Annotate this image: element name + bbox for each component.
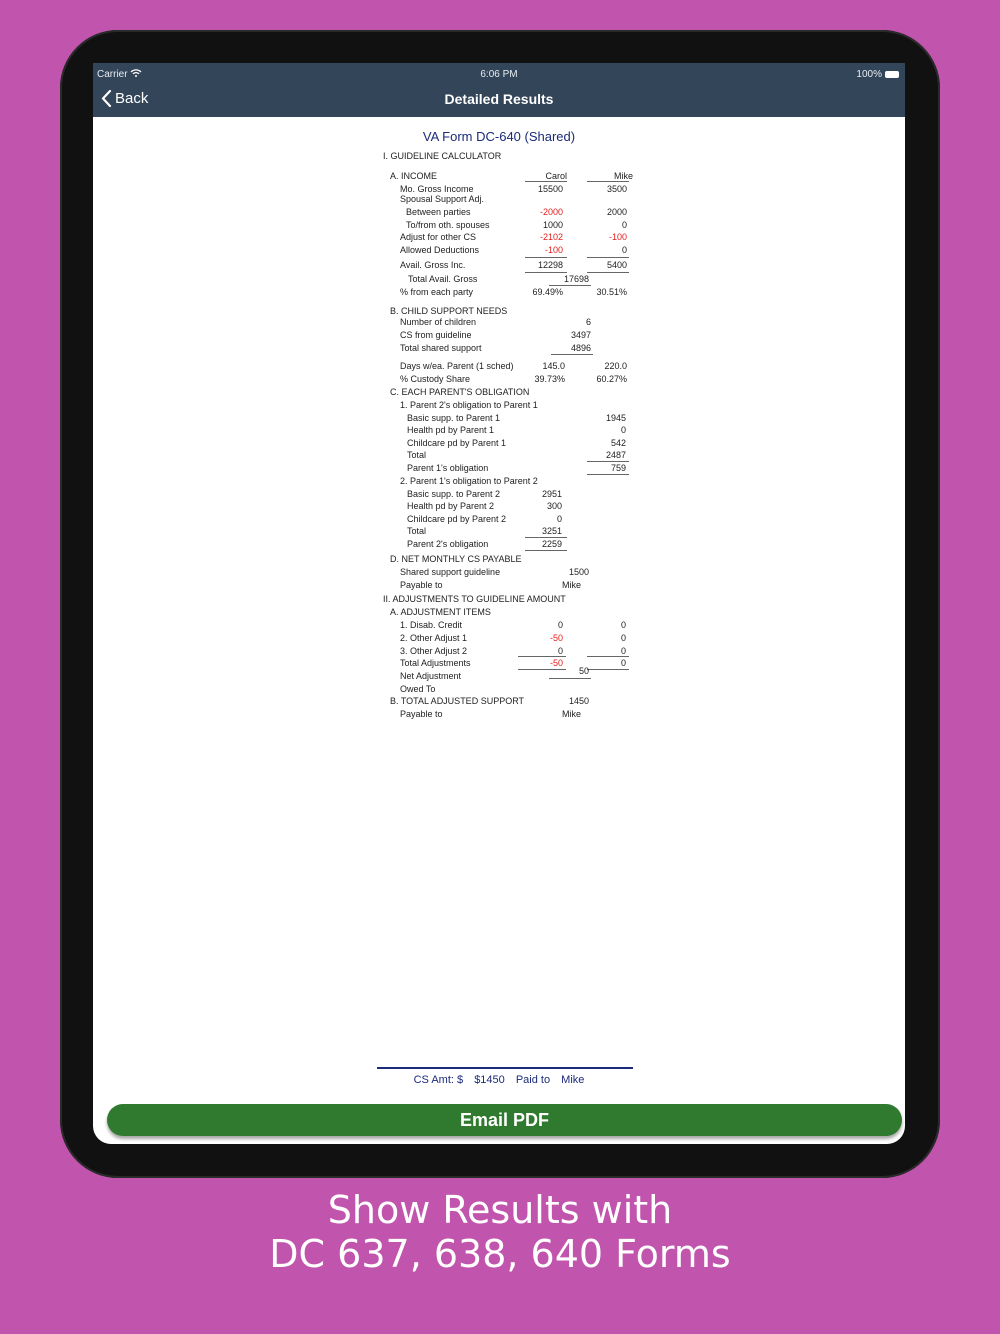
adjust-other-cs-carol: -2102 [539,232,563,242]
total-adjusted-heading: B. TOTAL ADJUSTED SUPPORT [390,696,525,706]
p2-basic-value: 1945 [605,413,626,423]
col-header-carol: Carol [545,171,567,181]
section-adjustments: II. ADJUSTMENTS TO GUIDELINE AMOUNT [383,594,566,604]
other-adjust2-label: 3. Other Adjust 2 [400,646,468,656]
other-adjust1-label: 2. Other Adjust 1 [400,633,468,643]
p1-childcare-value: 0 [556,514,562,524]
underline [525,257,567,258]
p2-childcare-value: 542 [610,438,626,448]
cs-summary [93,1074,905,1086]
underline [587,181,629,182]
other-adjust2-mike: 0 [620,646,626,656]
page-title: Detailed Results [444,91,554,107]
custody-share-label: % Custody Share [400,374,471,384]
p1-basic-label: Basic supp. to Parent 2 [407,489,501,499]
battery-status [856,69,899,80]
parent1-obligation-label: Parent 1's obligation [407,463,489,473]
marketing-caption [0,1188,1000,1276]
underline [587,656,629,657]
custody-carol: 39.73% [534,374,565,384]
tofrom-spouses-carol: 1000 [542,220,563,230]
p2-childcare-label: Childcare pd by Parent 1 [407,438,507,448]
pct-carol: 69.49% [532,287,563,297]
between-parties-label: Between parties [406,207,471,217]
days-carol: 145.0 [542,361,565,371]
p1-total-value: 3251 [541,526,562,536]
p1-health-value: 300 [546,501,562,511]
underline [525,537,567,538]
footer-divider [377,1067,633,1069]
spousal-support-label: Spousal Support Adj. [400,194,485,204]
cs-guideline-value: 3497 [570,330,591,340]
net-adjustment-value: 50 [578,666,589,676]
p2-health-value: 0 [620,425,626,435]
disab-credit-mike: 0 [620,620,626,630]
allowed-deductions-label: Allowed Deductions [400,245,480,255]
p1-total-label: Total [407,526,427,536]
back-label: Back [115,90,149,107]
other-adjust2-carol: 0 [557,646,563,656]
gross-income-carol: 15500 [537,184,563,194]
custody-mike: 60.27% [596,374,627,384]
underline [549,285,591,286]
underline [587,272,629,273]
allowed-deductions-carol: -100 [544,245,563,255]
cs-guideline-label: CS from guideline [400,330,472,340]
adjustment-items-heading: A. ADJUSTMENT ITEMS [390,607,491,617]
other-adjust1-mike: 0 [620,633,626,643]
underline [525,181,567,182]
between-parties-carol: -2000 [539,207,563,217]
pct-each-party-label: % from each party [400,287,474,297]
parent2-obligation-label: Parent 2's obligation [407,539,489,549]
gross-income-label: Mo. Gross Income [400,184,474,194]
cs-amount-value: $1450 [474,1074,505,1086]
battery-percent: 100% [856,69,882,80]
shared-support-label: Total shared support [400,343,482,353]
carrier-text: Carrier [97,69,128,80]
net-adjustment-label: Net Adjustment [400,671,462,681]
shared-guideline-label: Shared support guideline [400,567,501,577]
screen [93,63,905,1144]
p1-health-label: Health pd by Parent 2 [407,501,495,511]
col-header-mike: Mike [613,171,633,181]
tofrom-spouses-mike: 0 [621,220,627,230]
p1-childcare-label: Childcare pd by Parent 2 [407,514,507,524]
total-payable-label: Payable to [400,709,443,719]
underline [518,656,566,657]
pct-mike: 30.51% [596,287,627,297]
underline [587,461,629,462]
income-heading: A. INCOME [390,171,438,181]
underline [587,474,629,475]
parent2-obligation-value: 2259 [541,539,562,549]
cs-amount-label: CS Amt: $ [413,1074,464,1086]
parent1-obligation-heading: 2. Parent 1's obligation to Parent 2 [400,476,538,486]
total-avail-gross-label: Total Avail. Gross [408,274,478,284]
status-time: 6:06 PM [480,69,518,80]
child-support-needs-heading: B. CHILD SUPPORT NEEDS [390,306,508,316]
disab-credit-carol: 0 [557,620,563,630]
underline [525,272,567,273]
net-monthly-heading: D. NET MONTHLY CS PAYABLE [390,554,522,564]
underline [549,678,591,679]
gross-income-mike: 3500 [606,184,627,194]
shared-guideline-value: 1500 [568,567,589,577]
children-label: Number of children [400,317,477,327]
total-adjusted-value: 1450 [568,696,589,706]
email-pdf-button[interactable]: Email PDF [107,1104,902,1136]
other-adjust1-carol: -50 [549,633,563,643]
adjust-other-cs-mike: -100 [608,232,627,242]
parent1-obligation-value: 759 [610,463,626,473]
navigation-bar [93,63,905,117]
days-mike: 220.0 [604,361,627,371]
allowed-deductions-mike: 0 [621,245,627,255]
underline [587,257,629,258]
obligation-heading: C. EACH PARENT'S OBLIGATION [390,387,530,397]
paid-to-value: Mike [561,1074,585,1086]
p1-basic-value: 2951 [541,489,562,499]
shared-support-value: 4896 [570,343,591,353]
section-guideline-calculator: I. GUIDELINE CALCULATOR [383,151,502,161]
net-payable-label: Payable to [400,580,443,590]
children-value: 6 [585,317,591,327]
tofrom-spouses-label: To/from oth. spouses [406,220,490,230]
p2-total-value: 2487 [605,450,626,460]
avail-gross-label: Avail. Gross Inc. [400,260,466,270]
avail-gross-mike: 5400 [606,260,627,270]
p2-basic-label: Basic supp. to Parent 1 [407,413,501,423]
adjust-other-cs-label: Adjust for other CS [400,232,477,242]
owed-to-label: Owed To [400,684,436,694]
battery-icon [885,71,899,78]
avail-gross-carol: 12298 [537,260,563,270]
underline [525,550,567,551]
disab-credit-label: 1. Disab. Credit [400,620,463,630]
between-parties-mike: 2000 [606,207,627,217]
underline [551,354,593,355]
caption-line-1: Show Results with [327,1188,673,1232]
p2-total-label: Total [407,450,427,460]
parent2-obligation-heading: 1. Parent 2's obligation to Parent 1 [400,400,538,410]
total-adjustments-label: Total Adjustments [400,658,471,668]
total-payable-value: Mike [561,709,581,719]
paid-to-label: Paid to [515,1074,551,1086]
total-adjustments-carol: -50 [549,658,563,668]
form-title: VA Form DC-640 (Shared) [422,129,576,144]
p2-health-label: Health pd by Parent 1 [407,425,495,435]
caption-line-2: DC 637, 638, 640 Forms [269,1232,731,1276]
total-adjustments-mike: 0 [620,658,626,668]
results-document [93,117,905,1107]
net-payable-value: Mike [561,580,581,590]
underline [587,669,629,670]
total-avail-gross-value: 17698 [563,274,589,284]
days-label: Days w/ea. Parent (1 sched) [400,361,514,371]
